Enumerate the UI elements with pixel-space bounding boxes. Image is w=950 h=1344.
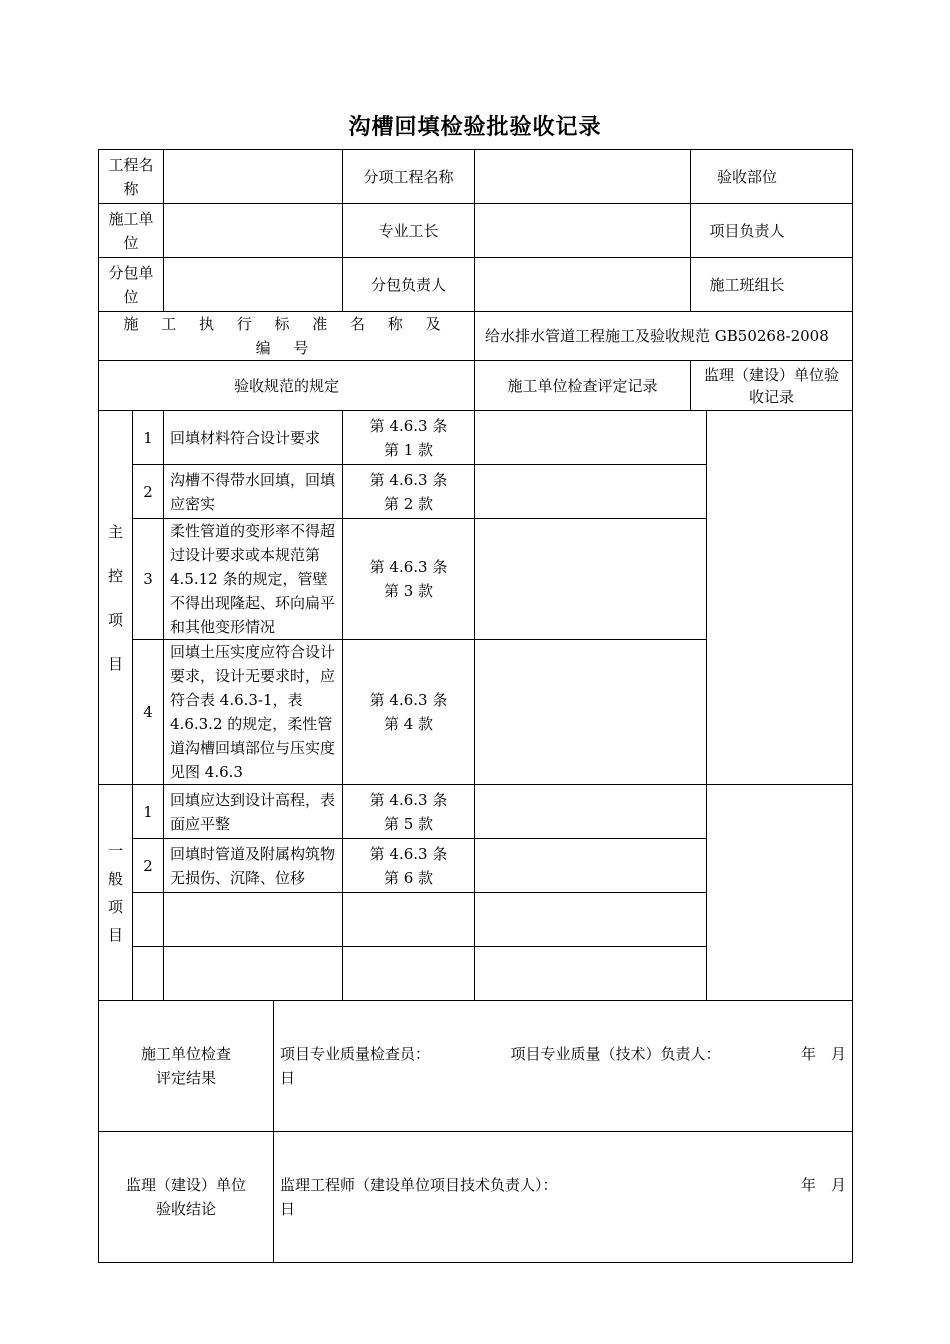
supervisor-signature-line	[280, 1173, 846, 1197]
main-items-char: 目	[107, 654, 123, 673]
team-leader-label	[691, 258, 853, 312]
item-clause	[343, 640, 475, 785]
item-clause	[343, 519, 475, 640]
item-number-empty[interactable]	[133, 947, 164, 1001]
item-text: 回填材料符合设计要求	[164, 411, 343, 465]
item-number-empty[interactable]	[133, 893, 164, 947]
general-items-char: 目	[107, 925, 123, 944]
main-items-label	[99, 411, 133, 785]
supervisor-conclusion-field[interactable]	[274, 1132, 853, 1263]
header-row-3	[99, 258, 853, 312]
supervisor-record-header: 监理（建设）单位验收记录	[691, 361, 853, 411]
main-item-row	[99, 411, 853, 465]
subcontractor-label: 分包单位	[99, 258, 164, 312]
project-manager-label-text: 项目负责人	[709, 221, 785, 240]
foreman-label: 专业工长	[343, 204, 475, 258]
supervisor-conclusion-label-line2: 验收结论	[156, 1200, 217, 1218]
item-clause-empty[interactable]	[343, 893, 475, 947]
subcontractor-field[interactable]	[164, 258, 343, 312]
item-number: 1	[133, 411, 164, 465]
clause-article: 第 4.6.3 条	[369, 470, 448, 489]
general-item-row	[99, 785, 853, 839]
supervisor-conclusion-row	[99, 1132, 853, 1263]
general-items-char: 般	[107, 869, 123, 888]
date-year-month: 年 月	[801, 1176, 847, 1194]
contractor-signature-line	[280, 1042, 846, 1066]
item-text-empty[interactable]	[164, 893, 343, 947]
contractor-record-cell[interactable]	[475, 519, 707, 640]
clause-paragraph: 第 6 款	[383, 868, 434, 887]
spec-column-header: 验收规范的规定	[99, 361, 475, 411]
quality-inspector-label: 项目专业质量检查员：	[280, 1045, 431, 1063]
supervisor-record-cell[interactable]	[707, 785, 853, 1001]
contractor-result-label-line2: 评定结果	[156, 1069, 217, 1087]
general-items-label	[99, 785, 133, 1001]
date-day: 日	[280, 1069, 296, 1087]
supervisor-record-cell[interactable]	[707, 411, 853, 785]
clause-paragraph: 第 2 款	[383, 494, 434, 513]
item-number: 3	[133, 519, 164, 640]
item-clause	[343, 465, 475, 519]
inspection-form	[98, 149, 853, 1263]
main-items-char: 项	[107, 610, 123, 629]
main-items-char: 主	[107, 522, 123, 541]
contractor-result-label	[99, 1001, 274, 1132]
item-text: 柔性管道的变形率不得超过设计要求或本规范第 4.5.12 条的规定，管壁不得出现隆起、环向扁平和其他变形情况	[164, 519, 343, 640]
item-text: 回填土压实度应符合设计要求，设计无要求时，应符合表 4.6.3-1，表 4.6.3.2 的规定，柔性管道沟槽回填部位与压实度见图 4.6.3	[164, 640, 343, 785]
item-number: 1	[133, 785, 164, 839]
item-text: 回填应达到设计高程，表面应平整	[164, 785, 343, 839]
contractor-record-cell[interactable]	[475, 839, 707, 893]
contractor-record-cell[interactable]	[475, 465, 707, 519]
project-name-label: 工程名称	[99, 150, 164, 204]
contractor-record-cell[interactable]	[475, 640, 707, 785]
contractor-record-cell[interactable]	[475, 785, 707, 839]
item-clause	[343, 839, 475, 893]
clause-article: 第 4.6.3 条	[369, 691, 448, 709]
sub-manager-label: 分包负责人	[343, 258, 475, 312]
standard-value: 给水排水管道工程施工及验收规范 GB50268-2008	[475, 312, 853, 361]
supervising-engineer-label: 监理工程师（建设单位项目技术负责人）：	[280, 1176, 558, 1194]
item-number: 4	[133, 640, 164, 785]
header-row-2	[99, 204, 853, 258]
column-header-row	[99, 361, 853, 411]
project-manager-label	[691, 204, 853, 258]
clause-paragraph: 第 5 款	[383, 814, 434, 833]
item-clause	[343, 785, 475, 839]
item-text: 沟槽不得带水回填，回填应密实	[164, 465, 343, 519]
contractor-result-row	[99, 1001, 853, 1132]
date-year-month: 年 月	[800, 1045, 846, 1063]
sub-project-field[interactable]	[475, 150, 691, 204]
date-day: 日	[280, 1200, 296, 1218]
item-number: 2	[133, 839, 164, 893]
contractor-label: 施工单位	[99, 204, 164, 258]
general-items-char: 项	[107, 897, 123, 916]
contractor-record-cell[interactable]	[475, 893, 707, 947]
general-items-char: 一	[107, 841, 123, 860]
standard-label: 施 工 执 行 标 准 名 称 及 编 号	[99, 312, 475, 361]
acceptance-part-label	[691, 150, 853, 204]
contractor-result-label-line1: 施工单位检查	[141, 1045, 232, 1063]
clause-article: 第 4.6.3 条	[369, 790, 448, 809]
item-clause-empty[interactable]	[343, 947, 475, 1001]
clause-paragraph: 第 1 款	[383, 440, 434, 459]
foreman-field[interactable]	[475, 204, 691, 258]
contractor-record-header: 施工单位检查评定记录	[475, 361, 691, 411]
project-name-field[interactable]	[164, 150, 343, 204]
contractor-record-cell[interactable]	[475, 947, 707, 1001]
main-items-char: 控	[107, 566, 123, 585]
page-title: 沟槽回填检验批验收记录	[348, 115, 602, 140]
sub-project-label: 分项工程名称	[343, 150, 475, 204]
supervisor-conclusion-label-line1: 监理（建设）单位	[126, 1176, 247, 1194]
clause-article: 第 4.6.3 条	[369, 844, 448, 863]
contractor-result-field[interactable]	[274, 1001, 853, 1132]
team-leader-label-text: 施工班组长	[709, 275, 785, 294]
clause-article: 第 4.6.3 条	[369, 416, 448, 435]
technical-manager-label: 项目专业质量（技术）负责人：	[510, 1045, 721, 1063]
sub-manager-field[interactable]	[475, 258, 691, 312]
contractor-record-cell[interactable]	[475, 411, 707, 465]
item-number: 2	[133, 465, 164, 519]
supervisor-conclusion-label	[99, 1132, 274, 1263]
contractor-field[interactable]	[164, 204, 343, 258]
item-text: 回填时管道及附属构筑物无损伤、沉降、位移	[164, 839, 343, 893]
header-row-1	[99, 150, 853, 204]
clause-paragraph: 第 3 款	[383, 582, 434, 600]
item-text-empty[interactable]	[164, 947, 343, 1001]
acceptance-part-label-text: 验收部位	[717, 167, 778, 186]
clause-article: 第 4.6.3 条	[369, 558, 448, 576]
standard-row	[99, 312, 853, 361]
clause-paragraph: 第 4 款	[383, 715, 434, 733]
item-clause	[343, 411, 475, 465]
